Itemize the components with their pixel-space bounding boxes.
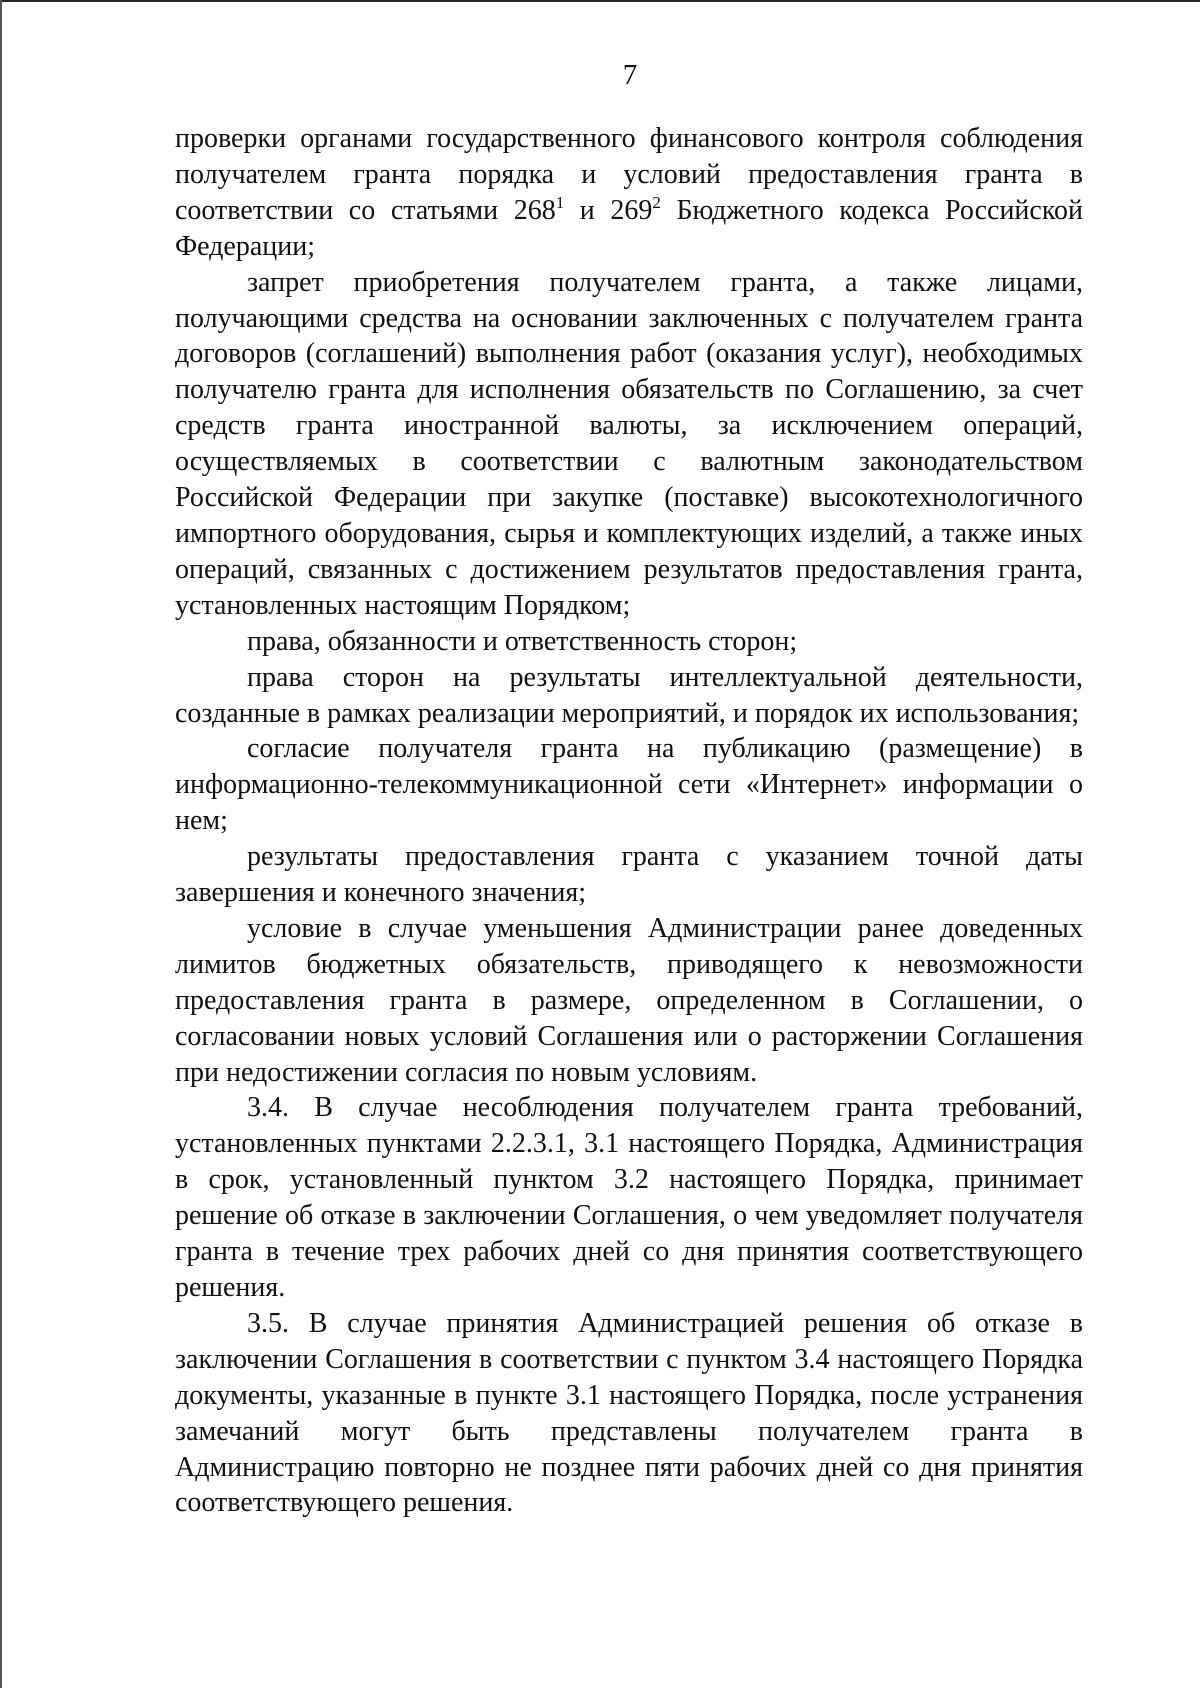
page-number: 7 bbox=[622, 59, 638, 91]
paragraph-publication-consent: согласие получателя гранта на публикацию (размещение) в информационно-телекоммуникационной сети «Интернет» информации о нем; bbox=[175, 733, 1083, 837]
superscript: 1 bbox=[555, 192, 565, 212]
paragraph-text: Бюджетного кодекса Российской Федерации; bbox=[175, 194, 1084, 262]
paragraph-intellectual-property: права сторон на результаты интеллектуальной деятельности, созданные в рамках реализации мероприятий, и порядок их использования; bbox=[175, 661, 1083, 729]
paragraph-budget-limits: условие в случае уменьшения Администрации ранее доведенных лимитов бюджетных обязательств, приводящего к невозможности предоставления гранта в размере, определенном в Соглашении, о согласовании новых условий Соглашения или о расторжении Соглашения при недостижении согласия по новым условиям. bbox=[175, 912, 1083, 1088]
paragraph-audit-clause bbox=[175, 121, 1083, 265]
document-body bbox=[175, 121, 1083, 1521]
paragraph-text: и 269 bbox=[564, 194, 653, 226]
scan-border-top bbox=[0, 0, 1200, 2]
paragraph-section-3-5: 3.5. В случае принятия Администрацией решения об отказе в заключении Соглашения в соответствии с пунктом 3.4 настоящего Порядка документы, указанные в пункте 3.1 настоящего Порядка, после устранения замечаний могут быть представлены получателем гранта в Администрацию повторно не позднее пяти рабочих дней со дня принятия соответствующего решения. bbox=[175, 1307, 1083, 1519]
superscript: 2 bbox=[652, 192, 661, 212]
paragraph-rights-duties: права, обязанности и ответственность сторон; bbox=[247, 625, 798, 657]
paragraph-text: проверки органами государственного финансового контроля соблюдения получателем гранта порядка и условий предоставления гранта в соответствии со статьями 268 bbox=[175, 123, 1083, 226]
paragraph-results: результаты предоставления гранта с указанием точной даты завершения и конечного значения; bbox=[175, 841, 1083, 909]
paragraph-section-3-4: 3.4. В случае несоблюдения получателем гранта требований, установленных пунктами 2.2.3.1, 3.1 настоящего Порядка, Администрация в срок, установленный пунктом 3.2 настоящего Порядка, принимает решение об отказе в заключении Соглашения, о чем уведомляет получателя гранта в течение трех рабочих дней со дня принятия соответствующего решения. bbox=[175, 1092, 1083, 1303]
scan-border-left bbox=[0, 0, 2, 1688]
paragraph-currency-ban: запрет приобретения получателем гранта, а также лицами, получающими средства на основании заключенных с получателем гранта договоров (соглашений) выполнения работ (оказания услуг), необходимых получателю гранта для исполнения обязательств по Соглашению, за счет средств гранта иностранной валюты, за исключением операций, осуществляемых в соответствии с валютным законодательством Российской Федерации при закупке (поставке) высокотехнологичного импортного оборудования, сырья и комплектующих изделий, а также иных операций, связанных с достижением результатов предоставления гранта, установленных настоящим Порядком; bbox=[175, 266, 1083, 621]
